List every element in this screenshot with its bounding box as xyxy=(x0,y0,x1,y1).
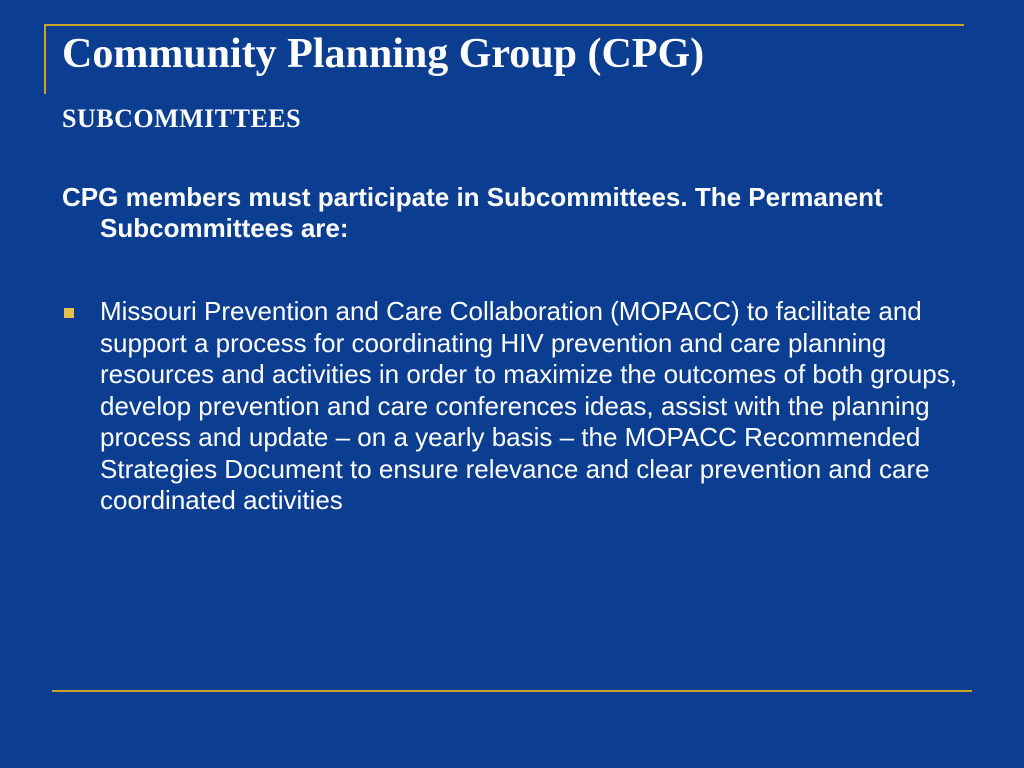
intro-text: CPG members must participate in Subcommittees. The Permanent Subcommittees are: xyxy=(62,182,883,243)
bullet-text: Missouri Prevention and Care Collaboration (MOPACC) to facilitate and support a process for coordinating HIV prevention and care planning resources and activities in order to maximize the outcomes of both groups, develop prevention and care conferences ideas, assist with the planning process and update – on a yearly basis – the MOPACC Recommended Strategies Document to ensure relevance and clear prevention and care coordinated activities xyxy=(100,296,957,515)
top-accent-rule xyxy=(44,24,964,26)
bullet-list xyxy=(62,296,972,517)
square-bullet-icon xyxy=(64,308,74,318)
bullet-item xyxy=(62,296,972,517)
bottom-accent-rule xyxy=(52,690,972,692)
slide-subtitle: SUBCOMMITTEES xyxy=(62,104,302,133)
left-accent-rule xyxy=(44,24,46,94)
slide-title: Community Planning Group (CPG) xyxy=(62,31,705,77)
